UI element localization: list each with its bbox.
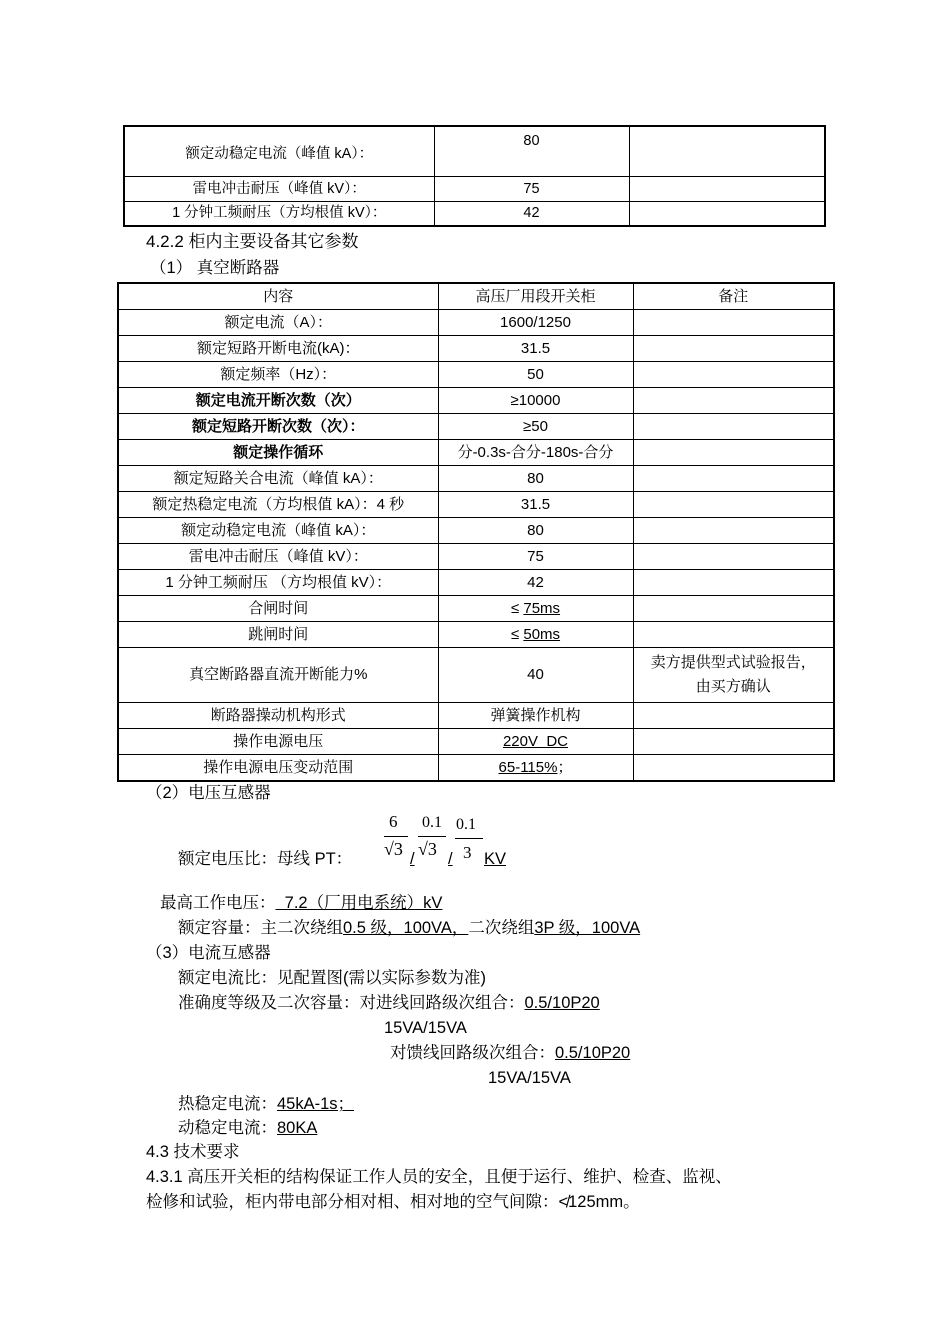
cell-value: 80	[438, 518, 633, 544]
cell-value	[438, 596, 633, 622]
pt-max-voltage	[160, 892, 442, 914]
table-row	[118, 336, 834, 362]
value-underlined: 220V DC	[502, 732, 569, 750]
table-row	[118, 729, 834, 755]
ct-thermal	[178, 1093, 354, 1115]
paragraph-line: 检修和试验，柜内带电部分相对相、相对地的空气间隙：≮125mm。	[146, 1193, 640, 1211]
ct-dynamic	[178, 1117, 317, 1139]
subsection-heading: （2）电压互感器	[146, 784, 271, 802]
frac3-numerator: 0.1	[456, 816, 476, 833]
fraction-bar	[455, 838, 483, 839]
cell-value: 1600/1250	[438, 310, 633, 336]
frac2-numerator: 0.1	[422, 814, 442, 831]
cell-note	[633, 310, 834, 336]
cell-label: 额定动稳定电流（峰值 kA）：	[118, 518, 438, 544]
label: 对馈线回路级次组合：	[390, 1044, 555, 1062]
cell-note	[633, 440, 834, 466]
cell-value: 31.5	[438, 492, 633, 518]
cell-note	[633, 518, 834, 544]
cell-label: 合闸时间	[118, 596, 438, 622]
cell-label: 额定热稳定电流（方均根值 kA）：4 秒	[118, 492, 438, 518]
cell-note	[633, 755, 834, 782]
cell-note	[629, 126, 825, 176]
table-row	[118, 362, 834, 388]
ct-accuracy-feed-capacity: 15VA/15VA	[488, 1069, 571, 1087]
table-row	[118, 544, 834, 570]
label: 准确度等级及二次容量：对进线回路级次组合：	[178, 994, 525, 1012]
cell-value: 分-0.3s-合分-180s-合分	[438, 440, 633, 466]
cell-value	[438, 755, 633, 782]
table-row	[118, 388, 834, 414]
value: 45kA-1s；	[277, 1095, 355, 1113]
table-row	[118, 703, 834, 729]
cell-note	[633, 570, 834, 596]
table-row	[118, 648, 834, 703]
value-prefix: ≤	[510, 625, 524, 643]
cell-label: 额定短路开断次数（次）：	[118, 414, 438, 440]
cell-note	[633, 336, 834, 362]
header-cell: 高压厂用段开关柜	[438, 283, 633, 310]
header-cell: 备注	[633, 283, 834, 310]
cell-label: 操作电源电压	[118, 729, 438, 755]
cell-label: 额定短路开断电流(kA)：	[118, 336, 438, 362]
label: 热稳定电流：	[178, 1095, 277, 1113]
label: 动稳定电流：	[178, 1119, 277, 1137]
cell-value: 42	[438, 570, 633, 596]
cell-label: 额定频率（Hz）：	[118, 362, 438, 388]
value-underlined: 75ms	[523, 599, 561, 617]
frac1-denominator: √3	[384, 839, 403, 859]
table-row	[118, 492, 834, 518]
section-heading: 4.2.2 柜内主要设备其它参数	[146, 232, 359, 251]
cell-value: 80	[438, 466, 633, 492]
cell-note	[629, 176, 825, 201]
cell-note	[629, 201, 825, 226]
table-vcb	[117, 282, 835, 782]
cell-note	[633, 492, 834, 518]
table-row	[118, 466, 834, 492]
table-row	[118, 310, 834, 336]
cell-note	[633, 362, 834, 388]
value: 7.2（厂用电系统）kV	[275, 894, 443, 912]
unit: KV	[484, 850, 507, 868]
cell-note	[633, 414, 834, 440]
cell-label: 额定动稳定电流（峰值 kA）：	[124, 126, 434, 176]
value-underlined: 65-115%	[498, 758, 558, 776]
value-suffix: ；	[557, 758, 573, 776]
value: 0.5/10P20	[524, 994, 600, 1012]
table-row	[118, 596, 834, 622]
cell-note	[633, 596, 834, 622]
frac1-numerator: 6	[389, 812, 398, 831]
cell-note	[633, 388, 834, 414]
cell-value: 80	[434, 126, 629, 176]
cell-value: 75	[438, 544, 633, 570]
pt-capacity	[178, 917, 640, 939]
cell-value: 50	[438, 362, 633, 388]
section-heading: 4.3 技术要求	[146, 1143, 240, 1161]
cell-value: ≥10000	[438, 388, 633, 414]
cell-note	[633, 622, 834, 648]
table-row	[118, 570, 834, 596]
value-prefix: ≤	[510, 599, 524, 617]
subsection-heading: （3）电流互感器	[146, 944, 271, 962]
cell-label: 雷电冲击耐压（峰值 kV）：	[118, 544, 438, 570]
cell-label: 雷电冲击耐压（峰值 kV）：	[124, 176, 434, 201]
cell-note: 卖方提供型式试验报告，由买方确认	[633, 648, 834, 703]
label-mid: 二次绕组	[468, 919, 535, 937]
frac3-denominator: 3	[463, 843, 472, 862]
table-row	[118, 414, 834, 440]
cell-label: 额定电流（A）：	[118, 310, 438, 336]
value-3p: 3P 级，100VA	[534, 919, 641, 937]
cell-value: 31.5	[438, 336, 633, 362]
label: 最高工作电压：	[160, 894, 276, 912]
cell-label: 真空断路器直流开断能力%	[118, 648, 438, 703]
table-row	[124, 201, 825, 226]
fraction-slash: /	[410, 850, 415, 868]
fraction-slash: /	[448, 850, 453, 868]
table-row	[118, 622, 834, 648]
cell-label: 1 分钟工频耐压 （方均根值 kV）：	[118, 570, 438, 596]
header-cell: 内容	[118, 283, 438, 310]
table-row	[124, 176, 825, 201]
cell-note	[633, 466, 834, 492]
ct-ratio: 额定电流比：见配置图(需以实际参数为准)	[178, 969, 486, 987]
cell-value: ≥50	[438, 414, 633, 440]
value: 0.5/10P20	[555, 1044, 631, 1062]
cell-value: 40	[438, 648, 633, 703]
table-header-row	[118, 283, 834, 310]
cell-value: 弹簧操作机构	[438, 703, 633, 729]
cell-value: 75	[434, 176, 629, 201]
ct-accuracy-feed	[390, 1042, 630, 1064]
cell-note	[633, 703, 834, 729]
cell-label: 1 分钟工频耐压（方均根值 kV）：	[124, 201, 434, 226]
value: 80KA	[277, 1119, 318, 1137]
table-top	[123, 125, 826, 227]
cell-label: 操作电源电压变动范围	[118, 755, 438, 782]
cell-value: 42	[434, 201, 629, 226]
value-underlined: 50ms	[523, 625, 561, 643]
cell-note	[633, 729, 834, 755]
paragraph-line: 4.3.1 高压开关柜的结构保证工作人员的安全，且便于运行、维护、检查、监视、	[146, 1168, 732, 1186]
ct-accuracy-in-capacity: 15VA/15VA	[384, 1019, 467, 1037]
cell-label: 额定短路关合电流（峰值 kA）：	[118, 466, 438, 492]
table-row	[118, 440, 834, 466]
table-row	[124, 126, 825, 176]
subsection-heading: （1） 真空断路器	[150, 259, 280, 277]
cell-label: 额定操作循环	[118, 440, 438, 466]
cell-label: 跳闸时间	[118, 622, 438, 648]
cell-value	[438, 729, 633, 755]
cell-label: 断路器操动机构形式	[118, 703, 438, 729]
cell-value	[438, 622, 633, 648]
cell-note	[633, 544, 834, 570]
pt-ratio-label: 额定电压比：母线 PT：	[178, 850, 353, 868]
fraction-bar	[418, 836, 446, 837]
table-row	[118, 518, 834, 544]
value-main: 0.5 级，100VA，	[343, 919, 469, 937]
ct-accuracy-in	[178, 992, 600, 1014]
cell-label: 额定电流开断次数（次）	[118, 388, 438, 414]
table-row	[118, 755, 834, 782]
label: 额定容量：主二次绕组	[178, 919, 343, 937]
fraction-bar	[384, 836, 408, 837]
frac2-denominator: √3	[418, 839, 437, 859]
